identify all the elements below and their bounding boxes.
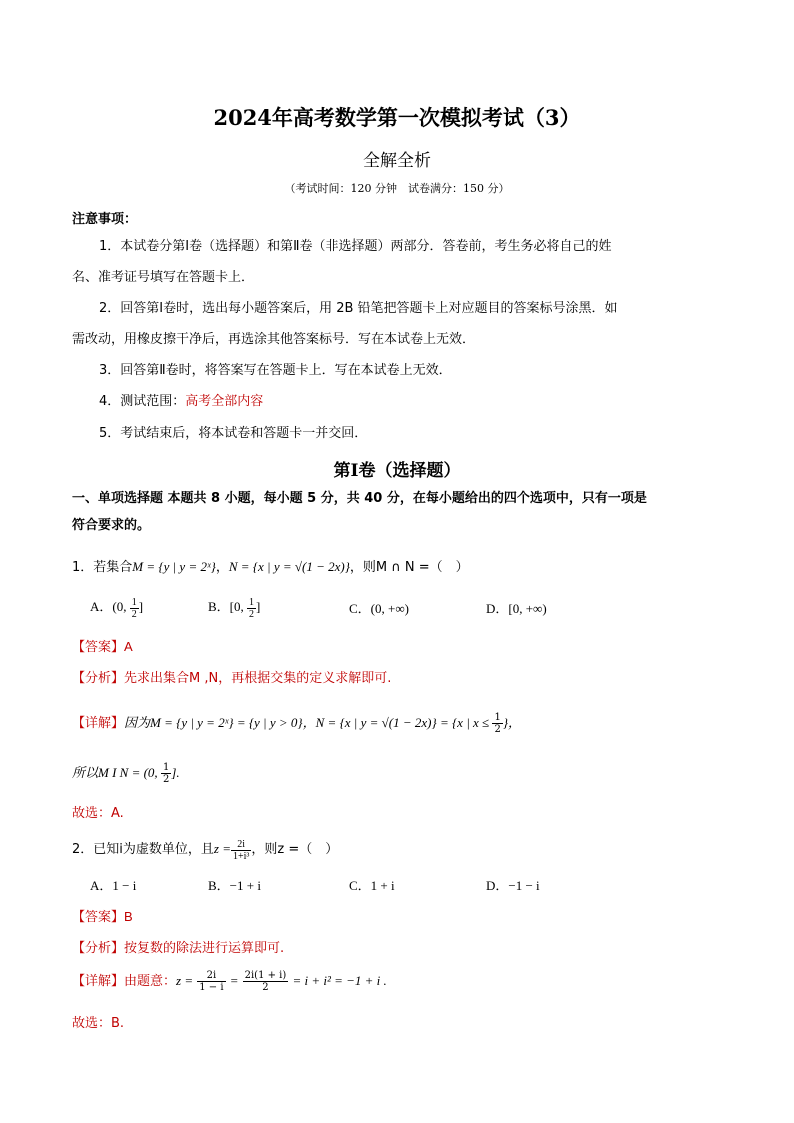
q2-stem [72, 838, 338, 862]
q1-detail-part-b: N = {x | y = √(1 − 2x)} = {x | x ≤ [315, 715, 493, 730]
q1-answer-value: A [124, 639, 133, 654]
q1-option-a-label: A． [90, 599, 113, 614]
q1-analysis-tag: 【分析】 [72, 671, 125, 686]
q2-detail-prefix: 由题意： [124, 974, 177, 989]
q1-option-a-right: ] [138, 599, 144, 614]
q2-detail-fraction-2-denominator: 2 [262, 982, 269, 993]
q1-detail-denominator: 2 [494, 724, 501, 735]
q1-so-numerator: 1 [162, 762, 170, 773]
q2-detail-z: z = [176, 973, 194, 988]
q1-so [72, 762, 180, 785]
section-title: 第Ⅰ卷（选择题） [333, 461, 461, 481]
q1-option-a-denominator: 2 [131, 608, 137, 620]
q2-answer-tag: 【答案】 [72, 910, 125, 925]
q2-detail-equals: = [229, 973, 239, 988]
notice-item-1-line-1: 1．本试卷分第Ⅰ卷（选择题）和第Ⅱ卷（非选择题）两部分．答卷前，考生务必将自己的姓 [99, 239, 612, 254]
document-subtitle: 全解全析 [363, 151, 431, 171]
q2-detail-fraction-2 [243, 970, 289, 993]
document-title: 2024年高考数学第一次模拟考试（3） [213, 105, 581, 130]
q2-stem-numerator: 2i [231, 839, 251, 851]
q1-option-a [90, 596, 143, 620]
q2-detail-tag: 【详解】 [72, 974, 125, 989]
q1-detail-tag: 【详解】 [72, 716, 125, 731]
q1-option-d-value: [0, +∞) [508, 601, 547, 616]
notice-item-1-line-2: 名、准考证号填写在答题卡上． [72, 270, 255, 285]
q1-option-d [486, 598, 547, 617]
q2-option-b-value: −1 + i [229, 878, 261, 893]
q1-stem [72, 556, 469, 575]
notice-item-2-line-1: 2．回答第Ⅰ卷时，选出每小题答案后，用 2B 铅笔把答题卡上对应题目的答案标号涂黑．如 [99, 301, 618, 316]
q1-option-a-fraction [130, 597, 139, 620]
q2-analysis-tag: 【分析】 [72, 941, 125, 956]
q2-analysis-text: 按复数的除法进行运算即可. [124, 941, 285, 956]
q1-detail-fraction [492, 712, 502, 735]
q1-option-b-right: ] [256, 599, 261, 614]
notice-heading: 注意事项： [72, 212, 138, 227]
q1-option-b-denominator: 2 [249, 608, 255, 620]
q1-set-n: N = {x | y = √(1 − 2x)} [228, 559, 350, 574]
q2-option-d-label: D． [486, 878, 509, 893]
q1-answer [72, 636, 133, 655]
notice-item-4 [99, 393, 263, 411]
q2-detail-tail: = i + i² = −1 + i . [292, 973, 387, 988]
q2-option-a [90, 875, 136, 894]
q2-answer-value: B [124, 909, 133, 924]
q1-detail-numerator: 1 [494, 712, 501, 723]
q1-option-a-numerator: 1 [131, 596, 137, 608]
q1-so-denominator: 2 [162, 774, 170, 785]
q2-detail [72, 970, 387, 993]
q2-detail-fraction-1-denominator: 1 − i [199, 982, 224, 993]
q2-detail-fraction-1-numerator: 2i [197, 970, 225, 982]
q2-detail-fraction-2-numerator: 2i(1 + i) [244, 970, 287, 981]
q2-option-b [208, 875, 261, 894]
notice-item-5: 5．考试结束后，将本试卷和答题卡一并交回． [99, 426, 368, 441]
q2-answer [72, 906, 133, 925]
notice-item-4-scope: 高考全部内容 [185, 394, 264, 409]
q2-option-b-label: B． [208, 878, 230, 893]
q1-option-b [208, 596, 260, 620]
q2-analysis [72, 937, 284, 956]
q1-option-a-left: (0, [112, 599, 130, 614]
q1-option-b-numerator: 1 [249, 596, 255, 608]
q1-set-m: M = {y | y = 2ˣ} [132, 559, 216, 574]
q1-stem-prefix: 1．若集合 [72, 560, 133, 575]
q1-option-b-label: B． [208, 599, 230, 614]
section-intro-line-2: 符合要求的。 [72, 518, 151, 533]
exam-info: （考试时间：120 分钟 试卷满分：150 分） [284, 182, 510, 195]
q1-answer-tag: 【答案】 [72, 640, 125, 655]
q2-z-eq: z = [213, 841, 231, 856]
q2-stem-fraction [231, 839, 251, 862]
q1-option-c-value: (0, +∞) [370, 601, 409, 616]
notice-item-4-prefix: 4．测试范围： [99, 394, 186, 409]
q1-option-c-label: C． [349, 601, 371, 616]
q1-so-end: ]. [171, 765, 180, 780]
q1-so-prefix: 所以M I N = (0, [72, 765, 161, 780]
q1-detail-part-a: 因为M = {y | y = 2ˣ} = {y | y > 0}， [124, 715, 316, 730]
q2-option-c [349, 875, 395, 894]
q1-option-c [349, 598, 409, 617]
q2-option-c-value: 1 + i [370, 878, 395, 893]
q1-analysis-text: 先求出集合M ,N，再根据交集的定义求解即可. [124, 671, 392, 686]
q2-option-d-value: −1 − i [508, 878, 540, 893]
q1-option-b-fraction [247, 597, 256, 620]
q2-stem-suffix: ，则z =（ ） [251, 842, 339, 857]
q1-stem-suffix: ，则M ∩ N =（ ） [349, 560, 469, 575]
q1-detail-end: }， [502, 715, 522, 730]
q1-option-d-label: D． [486, 601, 509, 616]
q1-separator: ， [215, 559, 229, 574]
q1-detail [72, 712, 521, 735]
q2-option-d [486, 875, 540, 894]
notice-item-3: 3．回答第Ⅱ卷时，将答案写在答题卡上．写在本试卷上无效． [99, 363, 452, 378]
q2-detail-fraction-1 [197, 970, 225, 993]
q2-stem-denominator: 1+i³ [232, 850, 250, 862]
section-intro-line-1: 一、单项选择题 本题共 8 小题，每小题 5 分，共 40 分，在每小题给出的四个选项中，只有一项是 [72, 491, 647, 506]
q2-option-a-value: 1 − i [112, 878, 137, 893]
q1-so-fraction [161, 762, 171, 785]
notice-item-2-line-2: 需改动，用橡皮擦干净后，再选涂其他答案标号．写在本试卷上无效． [72, 332, 476, 347]
q2-stem-prefix: 2．已知i为虚数单位，且 [72, 842, 214, 857]
q2-option-c-label: C． [349, 878, 371, 893]
q2-option-a-label: A． [90, 878, 113, 893]
q1-conclusion: 故选：A. [72, 806, 124, 821]
q1-analysis [72, 667, 391, 686]
q2-conclusion: 故选：B. [72, 1016, 125, 1031]
q1-option-b-left: [0, [229, 599, 248, 614]
